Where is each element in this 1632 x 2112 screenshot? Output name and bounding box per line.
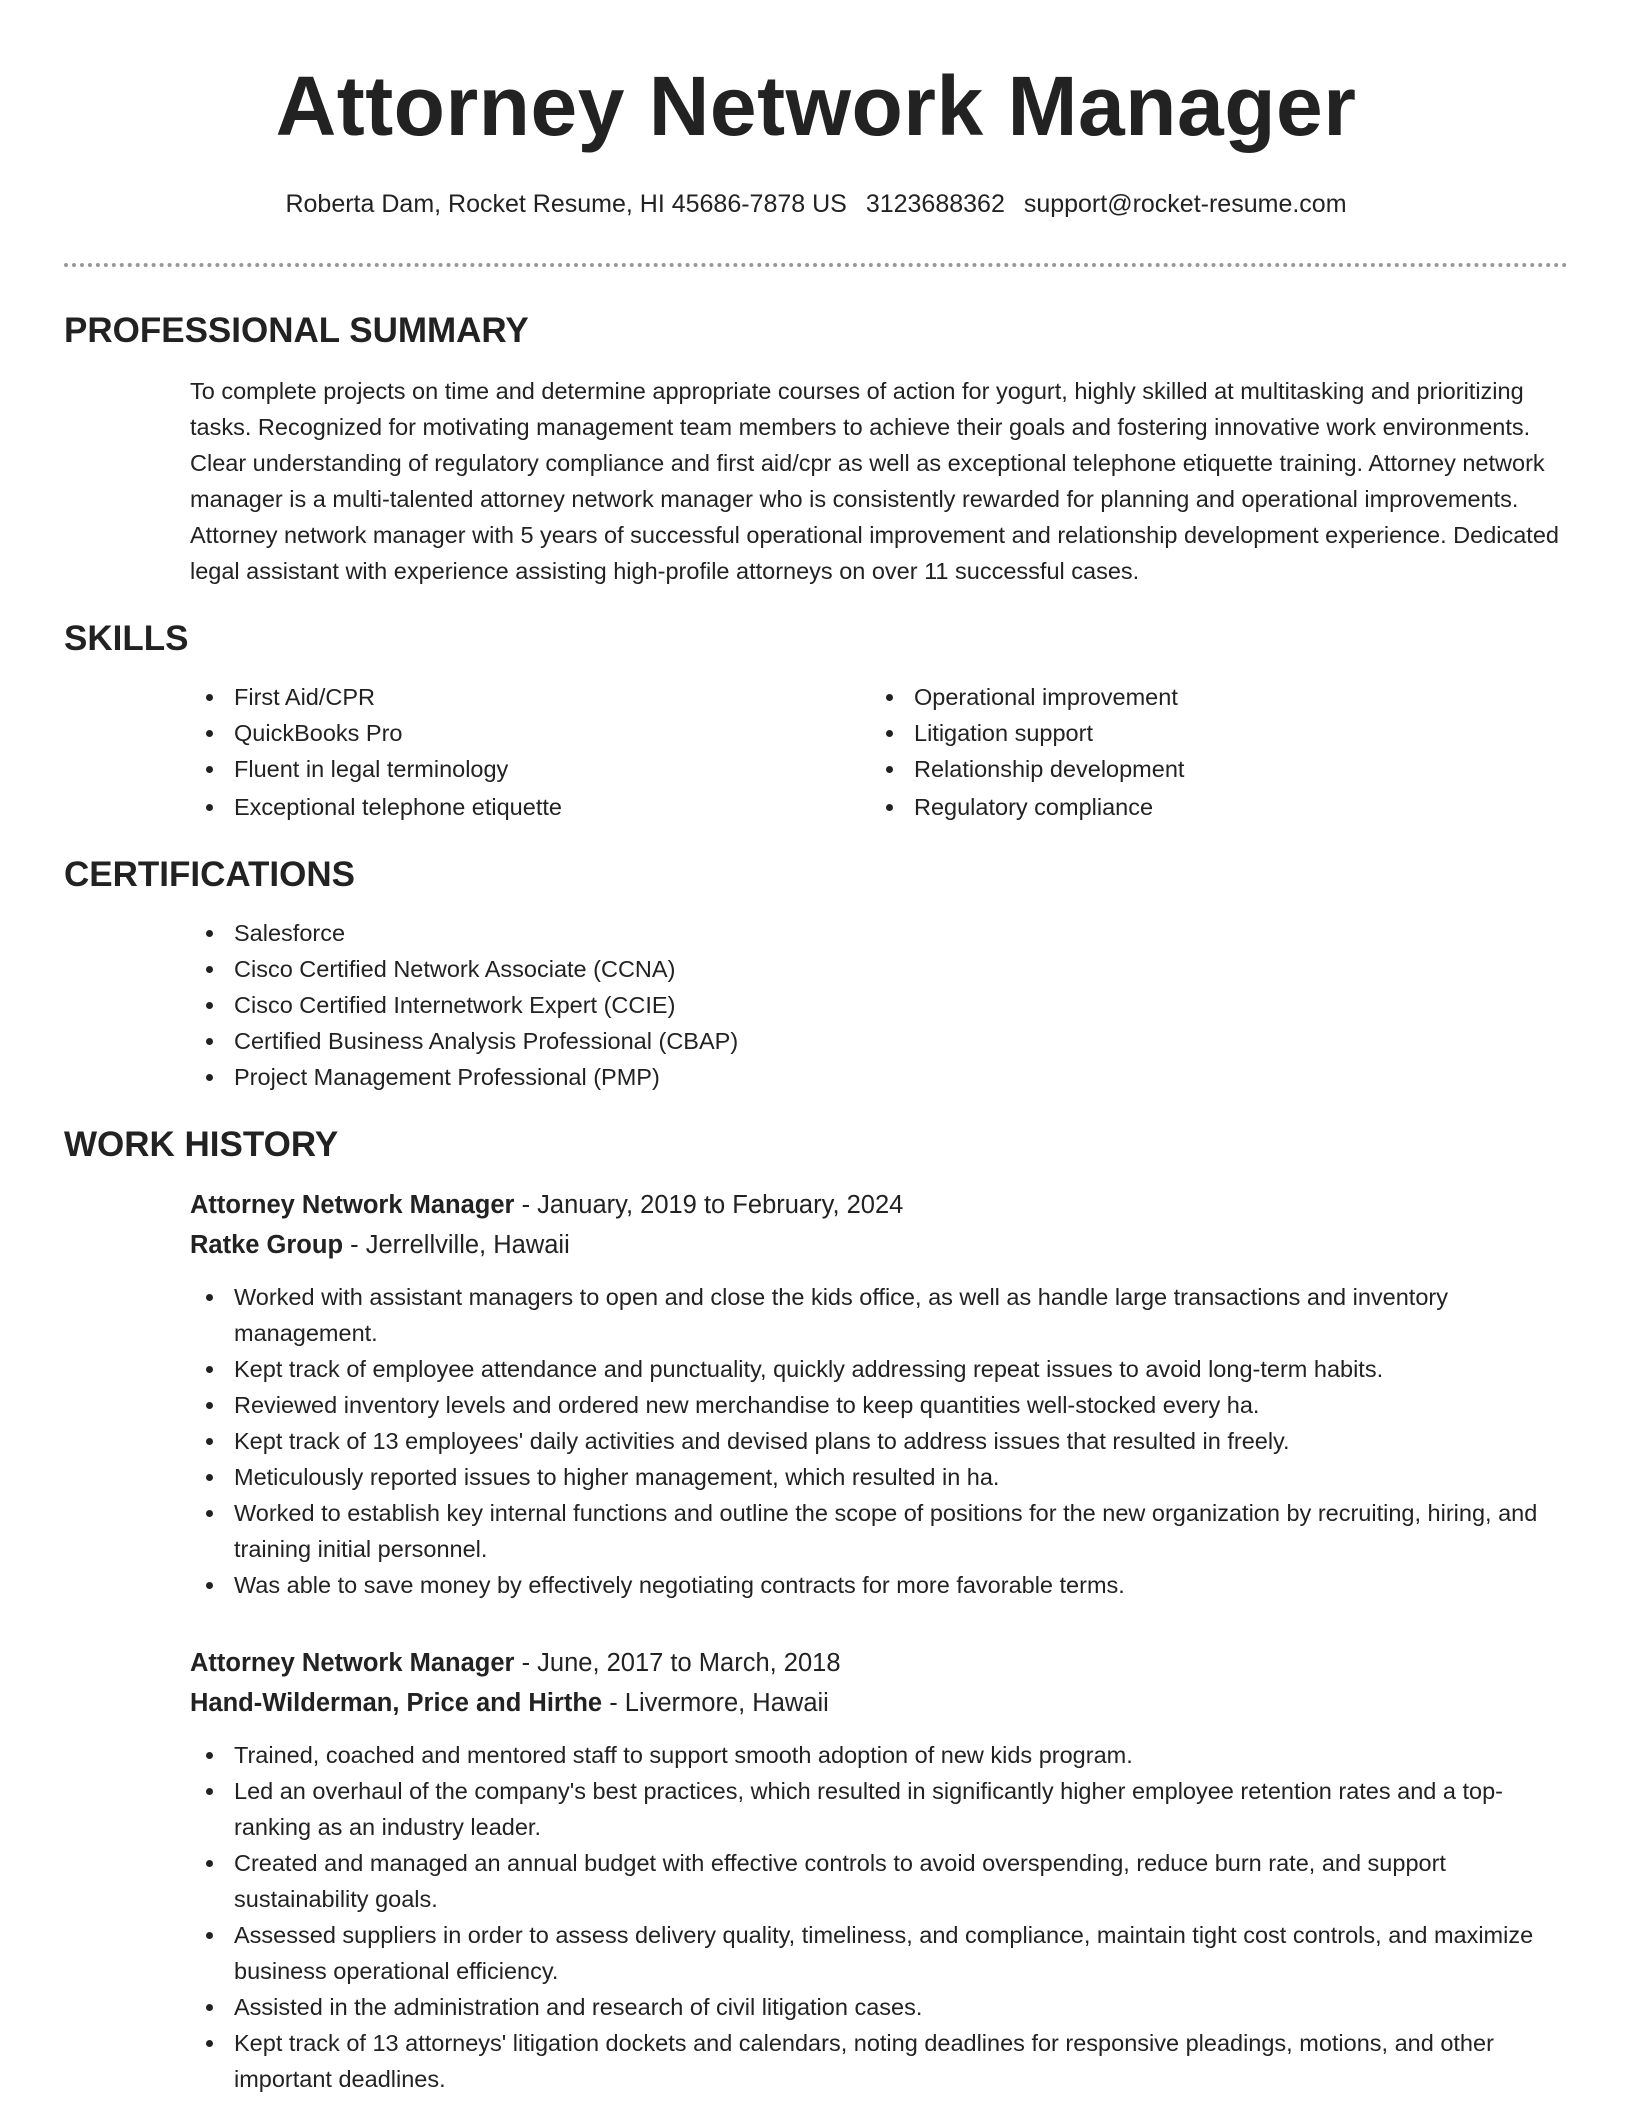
job-role: Attorney Network Manager [190,1649,515,1677]
skill-item: Exceptional telephone etiquette [190,789,870,825]
skill-item: Fluent in legal terminology [190,751,870,787]
job-company-line [190,1225,1568,1265]
skills-list-right [870,679,1550,825]
summary-text: To complete projects on time and determine appropriate courses of action for yogurt, highly skilled at multitasking and prioritizing tasks. Recognized for motivating management team members to achieve their goals and fostering innovative work environments. Clear understanding of regulatory compliance and first aid/cpr as well as exceptional telephone etiquette training. Attorney network manager is a multi-talented attorney network manager who is consistently rewarded for planning and operational improvements. Attorney network manager with 5 years of successful operational improvement and relationship development experience. Dedicated legal assistant with experience assisting high-profile attorneys on over 11 successful cases. [190,378,1559,584]
certification-item: Salesforce [190,915,1568,951]
job-location: - Jerrellville, Hawaii [343,1231,570,1259]
job-duty: Kept track of employee attendance and punctuality, quickly addressing repeat issues to avoid long-term habits. [190,1351,1568,1387]
certification-item: Certified Business Analysis Professional (CBAP) [190,1023,1568,1059]
job-duty: Was able to save money by effectively negotiating contracts for more favorable terms. [190,1567,1568,1603]
certification-item: Cisco Certified Network Associate (CCNA) [190,951,1568,987]
skill-item: Operational improvement [870,679,1550,715]
job-company: Hand-Wilderman, Price and Hirthe [190,1689,603,1717]
work-history-title: WORK HISTORY [64,1125,339,1164]
job-company-line [190,1683,1568,1723]
job-duties-list [190,1279,1568,1603]
skills-list-left [190,679,870,825]
contact-line [64,188,1568,220]
contact-email: support@rocket-resume.com [1023,190,1347,218]
skill-item: Litigation support [870,715,1550,751]
job-dates: - June, 2017 to March, 2018 [514,1649,841,1677]
skills-title: SKILLS [64,619,189,658]
skill-item: QuickBooks Pro [190,715,870,751]
job-duty: Kept track of 13 employees' daily activities and devised plans to address issues that resulted in freely. [190,1423,1568,1459]
skills-columns [190,679,1568,825]
job-title-line [190,1185,1568,1225]
contact-address: Roberta Dam, Rocket Resume, HI 45686-7878 US [285,190,847,218]
skill-item: Relationship development [870,751,1550,787]
job-duty: Meticulously reported issues to higher management, which resulted in ha. [190,1459,1568,1495]
resume-name: Attorney Network Manager [275,59,1357,153]
certifications-list [190,915,1568,1095]
certification-item: Project Management Professional (PMP) [190,1059,1568,1095]
certifications-title: CERTIFICATIONS [64,855,356,894]
job-company: Ratke Group [190,1231,344,1259]
job-duty: Worked to establish key internal functions and outline the scope of positions for the new organization by recruiting, hiring, and training initial personnel. [190,1495,1568,1567]
summary-title: PROFESSIONAL SUMMARY [64,311,529,350]
job-duty: Kept track of 13 attorneys' litigation dockets and calendars, noting deadlines for responsive pleadings, motions, and other important deadlines. [190,2025,1568,2097]
certification-item: Cisco Certified Internetwork Expert (CCIE) [190,987,1568,1023]
job-duty: Worked with assistant managers to open and close the kids office, as well as handle large transactions and inventory management. [190,1279,1568,1351]
job-duty: Reviewed inventory levels and ordered new merchandise to keep quantities well-stocked every ha. [190,1387,1568,1423]
job-duty: Led an overhaul of the company's best practices, which resulted in significantly higher employee retention rates and a top-ranking as an industry leader. [190,1773,1568,1845]
job-duty: Created and managed an annual budget with effective controls to avoid overspending, reduce burn rate, and support sustainability goals. [190,1845,1568,1917]
summary-section [64,309,1568,589]
job-duty: Trained, coached and mentored staff to support smooth adoption of new kids program. [190,1737,1568,1773]
contact-phone: 3123688362 [865,190,1005,218]
skills-section [64,617,1568,825]
skill-item: Regulatory compliance [870,789,1550,825]
job-dates: - January, 2019 to February, 2024 [514,1191,904,1219]
certifications-section [64,853,1568,1095]
job-location: - Livermore, Hawaii [602,1689,829,1717]
job-title-line [190,1643,1568,1683]
job-duties-list [190,1737,1568,2097]
job-entry [190,1185,1568,1603]
header-divider [64,263,1568,267]
job-duty: Assisted in the administration and research of civil litigation cases. [190,1989,1568,2025]
job-entry [190,1643,1568,2097]
work-history-section [64,1123,1568,2097]
job-duty: Assessed suppliers in order to assess delivery quality, timeliness, and compliance, maintain tight cost controls, and maximize business operational efficiency. [190,1917,1568,1989]
skill-item: First Aid/CPR [190,679,870,715]
job-role: Attorney Network Manager [190,1191,515,1219]
